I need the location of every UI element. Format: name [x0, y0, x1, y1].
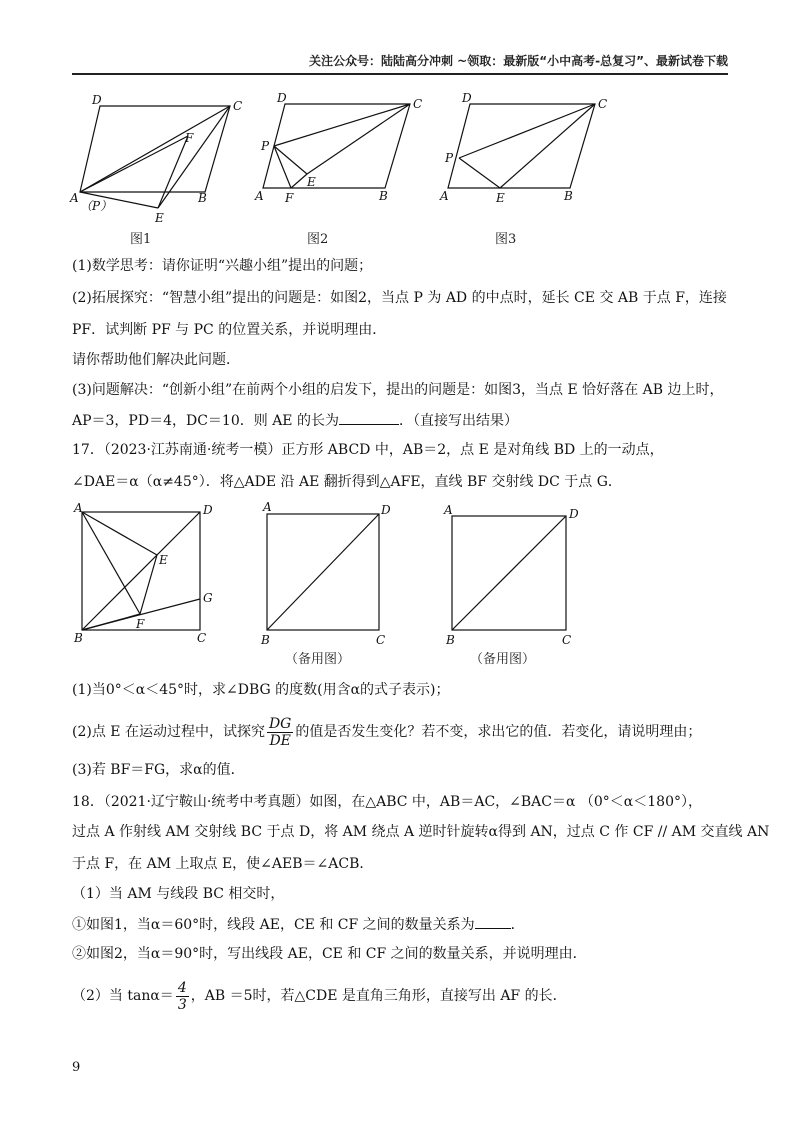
bk2-label-C: C	[562, 633, 572, 647]
fig2-label-B: B	[379, 189, 388, 203]
figure-1-diagram	[70, 93, 250, 226]
q18-part2-a: （2）当 tanα＝	[72, 988, 174, 1004]
figure-1	[70, 93, 250, 226]
q17-figure-main-diagram	[72, 502, 222, 644]
q18-part2-b: ，AB ＝5时，若△CDE 是直角三角形，直接写出 AF 的长．	[190, 988, 567, 1004]
q18-part1-i	[72, 914, 732, 935]
q17f-label-A: A	[74, 501, 83, 515]
q17-stem-cont: ∠DAE＝α（α≠45°）．将△ADE 沿 AE 翻折得到△AFE，直线 BF 交射线 DC 于点 G．	[72, 474, 622, 490]
q17-backup-1-caption: （备用图）	[285, 652, 351, 667]
fig1-label-D: D	[92, 93, 102, 107]
fig3-label-B: B	[564, 189, 573, 203]
q17-part2-b: 的值是否发生变化？若不变，求出它的值．若变化，请说明理由；	[295, 724, 702, 740]
fraction-denominator: 3	[177, 996, 187, 1013]
q18-part1-i-end: ．	[510, 917, 525, 933]
fig3-label-C: C	[598, 97, 608, 111]
q17-part2	[72, 714, 732, 750]
q17-figure-backup-2-diagram	[442, 502, 592, 647]
q17f-label-C: C	[197, 631, 207, 645]
bk1-label-A: A	[263, 500, 272, 514]
fig1-label-F: F	[185, 131, 194, 145]
fig2-label-A: A	[255, 189, 264, 203]
q16-part2: (2)拓展探究：“智慧小组”提出的问题是：如图2，当点 P 为 AD 的中点时，延长 CE 交 AB 于点 F，连接	[72, 290, 727, 306]
page-header: 关注公众号：陆陆高分冲刺 ~领取：最新版“小中高考-总复习”、最新试卷下载	[309, 54, 728, 68]
fig3-label-A: A	[440, 189, 449, 203]
four-thirds-fraction	[176, 980, 189, 1013]
q17-figure-main	[72, 502, 222, 644]
q16-part3-end: ．（直接写出结果）	[398, 413, 518, 429]
q17-stem: 17．（2023·江苏南通·统考一模）正方形 ABCD 中，AB＝2，点 E 是对角线 BD 上的一动点，	[72, 442, 664, 458]
fig2-label-E: E	[307, 175, 316, 189]
figure-3	[440, 91, 620, 216]
q17-part2-a: (2)点 E 在运动过程中，试探究	[72, 724, 265, 740]
q18-part2	[72, 978, 732, 1014]
fig2-label-D: D	[277, 91, 287, 105]
bk2-label-D: D	[569, 507, 579, 521]
fraction-denominator: DE	[269, 732, 291, 749]
page-number: 9	[72, 1060, 81, 1075]
q17-figure-backup-1-diagram	[257, 500, 407, 647]
bk1-label-B: B	[261, 633, 270, 647]
q16-note: 请你帮助他们解决此问题．	[72, 352, 240, 368]
figure-3-caption: 图3	[495, 232, 517, 247]
q17-figure-backup-1	[257, 500, 407, 647]
q16-part3: (3)问题解决：“创新小组”在前两个小组的启发下，提出的问题是：如图3，当点 E 恰好落在 AB 边上时，	[72, 382, 724, 398]
q17-part3: (3)若 BF＝FG，求α的值．	[72, 762, 245, 778]
fig2-label-C: C	[413, 97, 423, 111]
bk2-label-B: B	[446, 633, 455, 647]
fig2-label-F: F	[285, 191, 294, 205]
q18-stem-cont1: 过点 A 作射线 AM 交射线 BC 于点 D，将 AM 绕点 A 逆时针旋转α得到 AN，过点 C 作 CF // AM 交直线 AN	[72, 824, 770, 840]
q18-part1-i-text: ①如图1，当α＝60°时，线段 AE，CE 和 CF 之间的数量关系为	[72, 917, 475, 933]
q16-part3-cont	[72, 410, 732, 431]
q17-backup-2-caption: （备用图）	[470, 652, 536, 667]
q17f-label-E: E	[159, 553, 168, 567]
fig3-label-E: E	[496, 191, 505, 205]
q17-figure-backup-2	[442, 502, 592, 647]
fig1-label-C: C	[233, 99, 243, 113]
fraction-numerator: DG	[268, 715, 292, 732]
q16-part3-given: AP＝3，PD＝4，DC＝10．则 AE 的长为	[72, 413, 339, 429]
fig1-label-E: E	[155, 211, 164, 225]
bk1-label-D: D	[381, 503, 391, 517]
fraction-numerator: 4	[177, 979, 187, 996]
fig3-label-D: D	[462, 91, 472, 105]
figure-2-caption: 图2	[307, 232, 329, 247]
fig1-label-A: A	[70, 191, 79, 205]
q18-part1: （1）当 AM 与线段 BC 相交时，	[72, 886, 285, 902]
q18-stem: 18．（2021·辽宁鞍山·统考中考真题）如图，在△ABC 中，AB＝AC，∠BAC＝α （0°＜α＜180°），	[72, 794, 702, 810]
figure-2-diagram	[255, 91, 435, 216]
figure-2	[255, 91, 435, 216]
bk1-label-C: C	[376, 633, 386, 647]
dg-over-de-fraction	[267, 716, 293, 749]
bk2-label-A: A	[444, 503, 453, 517]
fig1-label-B: B	[198, 191, 207, 205]
header-rule	[72, 73, 728, 75]
fig1-label-P: （P）	[80, 199, 113, 213]
figure-3-diagram	[440, 91, 620, 216]
fig2-label-P: P	[261, 139, 270, 153]
q17f-label-F: F	[136, 617, 145, 631]
q17f-label-G: G	[203, 591, 213, 605]
figure-1-caption: 图1	[130, 232, 152, 247]
q17f-label-D: D	[203, 503, 213, 517]
q18-part1-ii: ②如图2，当α＝90°时，写出线段 AE，CE 和 CF 之间的数量关系，并说明理由．	[72, 946, 587, 962]
fig3-label-P: P	[445, 151, 454, 165]
q17f-label-B: B	[74, 631, 83, 645]
q16-part2-cont: PF．试判断 PF 与 PC 的位置关系，并说明理由．	[72, 322, 387, 338]
q17-part1: (1)当0°＜α＜45°时，求∠DBG 的度数(用含α的式子表示)；	[72, 682, 450, 698]
answer-blank	[339, 410, 399, 425]
q16-part1: (1)数学思考：请你证明“兴趣小组”提出的问题；	[72, 258, 373, 274]
answer-blank-2	[475, 914, 511, 929]
q18-stem-cont2: 于点 F，在 AM 上取点 E，使∠AEB＝∠ACB．	[72, 856, 374, 872]
